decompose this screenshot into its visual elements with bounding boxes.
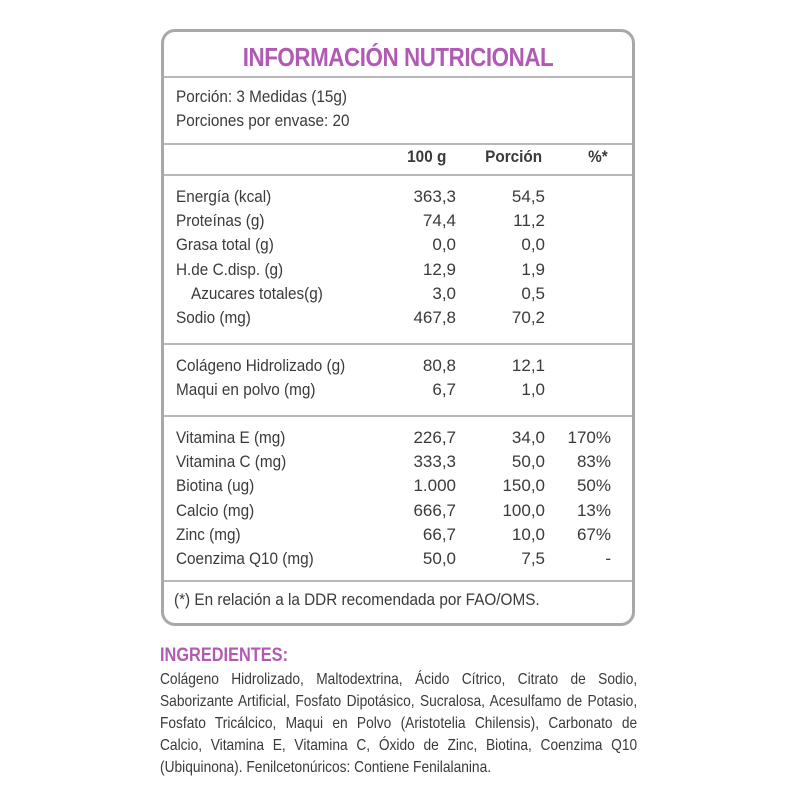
value-per-portion: 100,0 [502, 500, 545, 520]
divider [164, 580, 632, 582]
nutrient-name: Energía (kcal) [176, 187, 272, 206]
percent-ddr: - [605, 549, 611, 568]
divider [164, 343, 632, 345]
nutrient-name: Azucares totales(g) [191, 283, 323, 303]
nutrient-name: Grasa total (g) [176, 235, 274, 255]
percent-ddr: 50% [576, 476, 611, 496]
value-per-100g: 0,0 [432, 235, 456, 255]
value-per-portion: 0,5 [521, 283, 545, 303]
divider [164, 143, 632, 145]
serving-size: Porción: 3 Medidas (15g) [176, 87, 347, 106]
value-per-portion: 11,2 [513, 211, 545, 231]
percent-ddr: 170% [567, 428, 611, 447]
percent-ddr: 67% [576, 524, 611, 544]
column-header-100g: 100 g [407, 147, 447, 166]
ingredients-title: INGREDIENTES: [160, 645, 289, 666]
nutrient-name: Biotina (ug) [176, 476, 255, 496]
value-per-100g: 6,7 [432, 380, 456, 400]
value-per-100g: 1.000 [413, 476, 456, 496]
value-per-100g: 3,0 [432, 283, 456, 303]
percent-ddr: 83% [576, 452, 611, 472]
value-per-100g: 363,3 [413, 187, 456, 206]
divider [164, 415, 632, 417]
nutrient-name: Vitamina E (mg) [176, 428, 286, 447]
value-per-portion: 70,2 [511, 308, 545, 327]
value-per-portion: 150,0 [502, 476, 545, 496]
value-per-portion: 54,5 [511, 187, 545, 206]
value-per-portion: 12,1 [511, 356, 545, 375]
nutrient-name: Zinc (mg) [176, 524, 241, 544]
value-per-100g: 66,7 [422, 524, 456, 544]
ingredients-text: Colágeno Hidrolizado, Maltodextrina, Ácido Cítrico, Citrato de Sodio, Saborizante Artificial, Fosfato Dipotásico, Sucralosa, Acesulfamo de Potasio, Fosfato Tricálcico, Maqui en Polvo (Aristotelia Chilensis), Carbonato de Calcio, Vitamina E, Vitamina C, Óxido de Zinc, Biotina, Coenzima Q10 (Ubiquinona). Fenilcetonúricos: Contiene Fenilalanina. [160, 671, 638, 776]
value-per-100g: 80,8 [422, 356, 456, 375]
column-header-percent: %* [588, 147, 608, 166]
nutrient-name: Coenzima Q10 (mg) [176, 549, 314, 568]
value-per-100g: 226,7 [413, 428, 456, 447]
nutrient-name: Vitamina C (mg) [176, 452, 287, 472]
value-per-portion: 50,0 [511, 452, 545, 472]
nutrient-name: Maqui en polvo (mg) [176, 380, 316, 400]
nutrition-facts-panel [161, 29, 635, 626]
nutrient-name: Sodio (mg) [176, 308, 251, 327]
percent-ddr: 13% [576, 500, 611, 520]
value-per-100g: 666,7 [413, 500, 456, 520]
divider [164, 174, 632, 176]
nutrient-name: Calcio (mg) [176, 500, 255, 520]
value-per-portion: 1,9 [521, 259, 545, 279]
value-per-100g: 467,8 [413, 308, 456, 327]
nutrient-name: H.de C.disp. (g) [176, 259, 284, 279]
value-per-portion: 34,0 [511, 428, 545, 447]
value-per-portion: 0,0 [521, 235, 545, 255]
divider [164, 76, 632, 78]
value-per-portion: 10,0 [511, 524, 545, 544]
value-per-100g: 333,3 [413, 452, 456, 472]
value-per-100g: 12,9 [422, 259, 456, 279]
footnote: (*) En relación a la DDR recomendada por FAO/OMS. [174, 590, 540, 609]
value-per-100g: 74,4 [422, 211, 456, 231]
nutrient-name: Proteínas (g) [176, 211, 265, 231]
value-per-100g: 50,0 [422, 549, 456, 568]
value-per-portion: 1,0 [521, 380, 545, 400]
value-per-portion: 7,5 [521, 549, 545, 568]
nutrient-name: Colágeno Hidrolizado (g) [176, 356, 346, 375]
column-header-portion: Porción [485, 147, 543, 166]
nutrition-title: INFORMACIÓN NUTRICIONAL [242, 42, 554, 72]
servings-per-container: Porciones por envase: 20 [176, 111, 350, 130]
